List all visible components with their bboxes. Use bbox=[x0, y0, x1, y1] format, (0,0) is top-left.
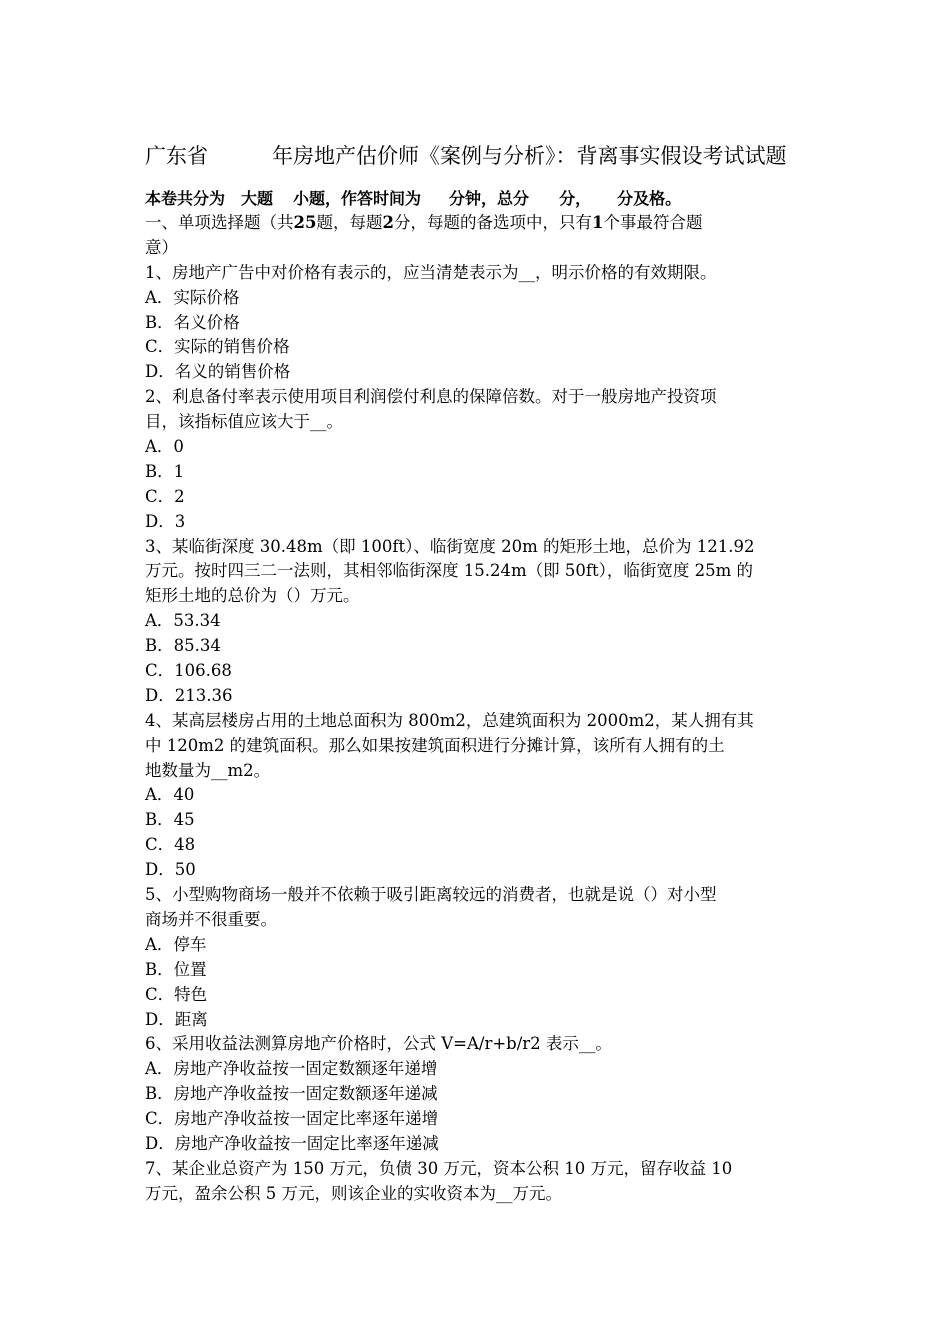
question-text-line: 中 120m2 的建筑面积。那么如果按建筑面积进行分摊计算，该所有人拥有的土 bbox=[145, 735, 725, 755]
question-text-line: 6、采用收益法测算房地产价格时，公式 V=A/r+b/r2 表示__。 bbox=[145, 1034, 612, 1054]
question-text-line: 目，该指标值应该大于__。 bbox=[145, 412, 343, 432]
option-c: C．实际的销售价格 bbox=[145, 337, 290, 357]
question-text-line: 万元，盈余公积 5 万元，则该企业的实收资本为__万元。 bbox=[145, 1183, 562, 1203]
option-d: D．名义的销售价格 bbox=[145, 362, 291, 382]
option-d: D．距离 bbox=[145, 1009, 208, 1029]
question-2 bbox=[145, 385, 807, 534]
option-b: B．1 bbox=[145, 461, 185, 481]
instr-part: 分钟，总分 bbox=[449, 189, 530, 208]
option-b: B．85.34 bbox=[145, 636, 221, 656]
option-c: C．房地产净收益按一固定比率逐年递增 bbox=[145, 1109, 439, 1129]
option-a: A．40 bbox=[145, 785, 195, 805]
option-list bbox=[145, 1057, 807, 1157]
exam-instructions bbox=[145, 186, 807, 211]
option-c: C．106.68 bbox=[145, 661, 232, 681]
title-main: 年房地产估价师《案例与分析》：背离事实假设考试试题 bbox=[272, 144, 787, 168]
option-b: B．名义价格 bbox=[145, 312, 240, 332]
title-province: 广东省 bbox=[145, 144, 208, 168]
option-a: A．53.34 bbox=[145, 611, 221, 631]
question-text-line: 3、某临街深度 30.48m（即 100ft）、临街宽度 20m 的矩形土地，总价为 121.92 bbox=[145, 536, 755, 556]
question-6 bbox=[145, 1032, 807, 1156]
option-a: A．停车 bbox=[145, 934, 207, 954]
option-c: C．2 bbox=[145, 486, 185, 506]
option-list bbox=[145, 933, 807, 1033]
option-list bbox=[145, 286, 807, 386]
question-1 bbox=[145, 261, 807, 385]
question-text-line: 5、小型购物商场一般并不依赖于吸引距离较远的消费者，也就是说（）对小型 bbox=[145, 885, 717, 905]
section-heading: 一、单项选择题（共25题，每题2分，每题的备选项中，只有1个事最符合题 意） bbox=[145, 213, 703, 257]
option-c: C．特色 bbox=[145, 984, 208, 1004]
instr-part: 本卷共分为 bbox=[145, 189, 226, 208]
question-text-line: 2、利息备付率表示使用项目利润偿付利息的保障倍数。对于一般房地产投资项 bbox=[145, 387, 717, 407]
question-text-line: 万元。按时四三二一法则，其相邻临街深度 15.24m（即 50ft），临街宽度 25m 的 bbox=[145, 561, 753, 581]
instr-part: 分及格。 bbox=[617, 189, 682, 208]
document-title bbox=[145, 140, 807, 172]
option-list bbox=[145, 435, 807, 535]
option-a: A．实际价格 bbox=[145, 287, 240, 307]
question-7 bbox=[145, 1157, 807, 1207]
question-text-line: 地数量为__m2。 bbox=[145, 760, 271, 780]
option-b: B．位置 bbox=[145, 959, 207, 979]
option-a: A．房地产净收益按一固定数额逐年递增 bbox=[145, 1059, 438, 1079]
instr-part: 分， bbox=[559, 189, 592, 208]
instr-part: 小题，作答时间为 bbox=[293, 189, 422, 208]
exam-content bbox=[145, 211, 807, 1207]
question-text-line: 矩形土地的总价为（）万元。 bbox=[145, 586, 360, 606]
option-c: C．48 bbox=[145, 835, 196, 855]
option-list bbox=[145, 609, 807, 709]
question-list bbox=[145, 261, 807, 1207]
option-a: A．0 bbox=[145, 437, 184, 457]
question-text-line: 1、房地产广告中对价格有表示的，应当清楚表示为__，明示价格的有效期限。 bbox=[145, 262, 717, 282]
option-b: B．45 bbox=[145, 810, 195, 830]
option-d: D．房地产净收益按一固定比率逐年递减 bbox=[145, 1133, 439, 1153]
option-d: D．213.36 bbox=[145, 685, 233, 705]
question-5 bbox=[145, 883, 807, 1032]
question-3 bbox=[145, 535, 807, 709]
option-list bbox=[145, 783, 807, 883]
question-text-line: 7、某企业总资产为 150 万元，负债 30 万元，资本公积 10 万元，留存收益 10 bbox=[145, 1158, 733, 1178]
document-page bbox=[145, 140, 807, 1207]
question-text-line: 4、某高层楼房占用的土地总面积为 800m2，总建筑面积为 2000m2，某人拥有其 bbox=[145, 710, 754, 730]
option-d: D．50 bbox=[145, 860, 196, 880]
instr-part: 大题 bbox=[241, 189, 274, 208]
option-d: D．3 bbox=[145, 511, 186, 531]
option-b: B．房地产净收益按一固定数额逐年递减 bbox=[145, 1084, 438, 1104]
question-4 bbox=[145, 709, 807, 883]
question-text-line: 商场并不很重要。 bbox=[145, 909, 277, 929]
